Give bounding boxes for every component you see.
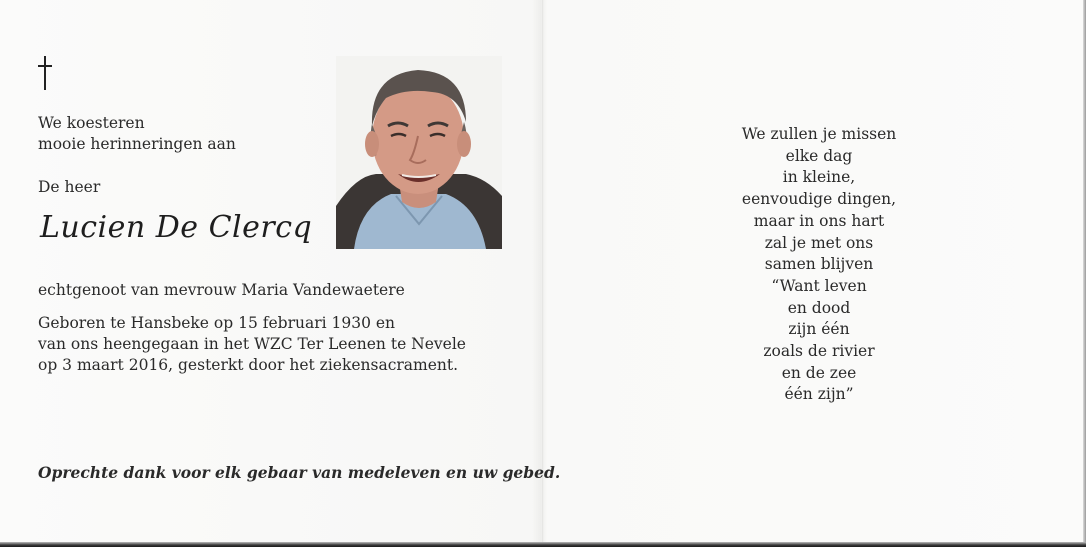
poem-line: en de zee xyxy=(781,363,857,382)
poem-line: elke dag xyxy=(785,146,853,165)
bio-line: op 3 maart 2016, gesterkt door het ziekensacrament. xyxy=(38,356,459,374)
poem-line: zal je met ons xyxy=(764,233,874,252)
poem-line: maar in ons hart xyxy=(753,211,885,230)
poem-line: zoals de rivier xyxy=(763,342,875,361)
intro-line: mooie herinneringen aan xyxy=(38,135,236,153)
poem-line: één zijn” xyxy=(784,385,854,404)
biography xyxy=(38,313,466,376)
poem xyxy=(700,124,938,406)
spouse-line: echtgenoot van mevrouw Maria Vandewaetere xyxy=(38,281,405,299)
deceased-name: Lucien De Clercq xyxy=(40,210,313,245)
card-bottom-edge xyxy=(0,542,1086,547)
poem-line: We zullen je missen xyxy=(741,125,897,143)
intro-text xyxy=(38,113,236,155)
intro-line: We koesteren xyxy=(38,114,145,132)
poem-line: zijn één xyxy=(788,320,850,339)
poem-line: in kleine, xyxy=(782,168,856,187)
bio-line: van ons heengegaan in het WZC Ter Leenen te Nevele xyxy=(38,335,466,353)
cross-icon xyxy=(38,56,52,90)
bio-line: Geboren te Hansbeke op 15 februari 1930 en xyxy=(38,314,396,332)
poem-line: “Want leven xyxy=(771,276,867,295)
portrait-photo xyxy=(336,56,502,249)
thanks-line: Oprechte dank voor elk gebaar van medeleven en uw gebed. xyxy=(38,463,561,482)
poem-line: eenvoudige dingen, xyxy=(741,190,897,209)
poem-line: en dood xyxy=(787,298,851,317)
salutation: De heer xyxy=(38,178,101,196)
fold-line xyxy=(542,0,544,542)
poem-line: samen blijven xyxy=(764,255,874,274)
